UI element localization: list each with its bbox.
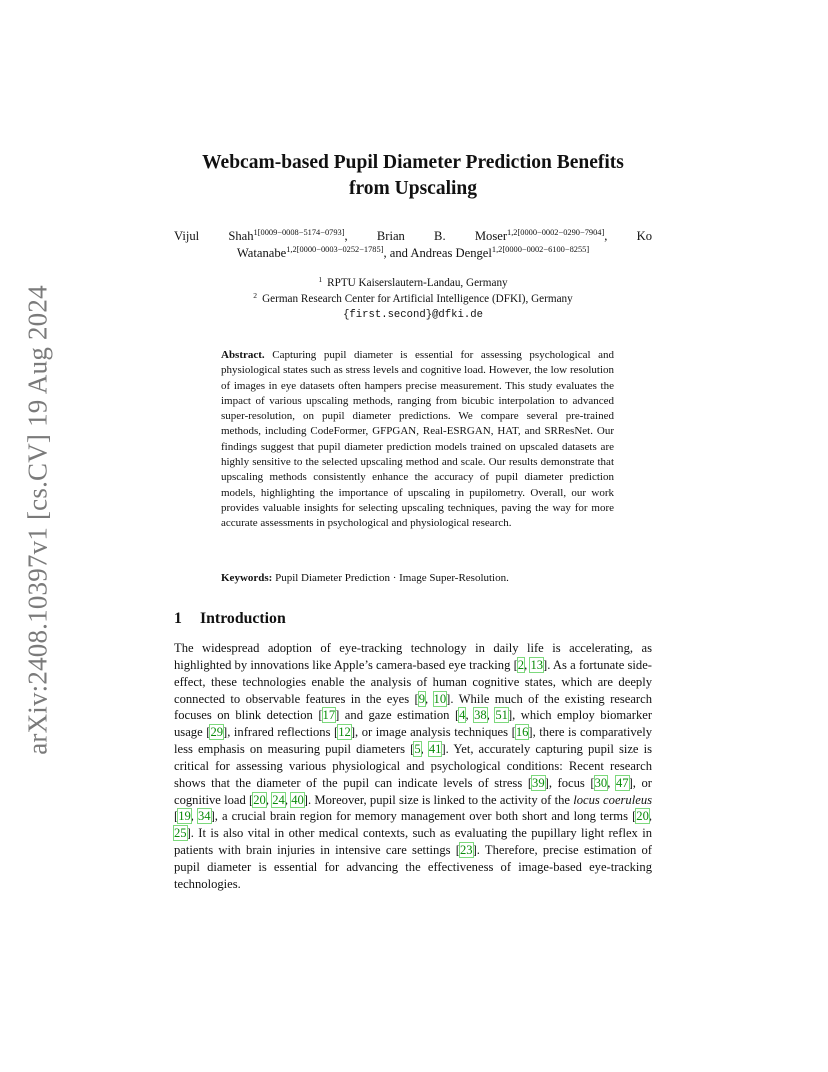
keywords (221, 571, 614, 586)
keywords-label: Keywords: (221, 572, 273, 584)
paragraph-text: . Therefore, precise estimation of pupil diameter is essential for advancing the effectiveness of image-based eye-tracking technologies. (174, 843, 653, 891)
citation-link[interactable]: 17 (322, 708, 336, 723)
citation-link[interactable]: 25 (174, 826, 187, 841)
citation-link[interactable]: 19 (178, 809, 191, 824)
paragraph-text: The widespread adoption of eye-tracking technology in daily life is accelerating, as highlighted by innovations like Apple’s camera-based eye tracking (174, 641, 652, 672)
author-affiliation-orcid: 1[0009−0008−5174−0793] (253, 228, 345, 237)
citation-link[interactable]: 41 (428, 742, 442, 757)
paragraph-text: , infrared reflections (227, 725, 335, 740)
paragraph-text: . While much of the existing research focuses on blink detection (174, 691, 653, 723)
citation-link[interactable]: 4 (459, 708, 466, 723)
section-number: 1 (174, 610, 182, 627)
author-affiliation-orcid: 1,2[0000−0002−6100−8255] (491, 245, 590, 254)
arxiv-identifier: arXiv:2408.10397v1 [cs.CV] 19 Aug 2024 (22, 285, 53, 755)
affiliation-1 (174, 275, 652, 291)
paragraph-text: , a crucial brain region for memory management over both short and long terms (214, 809, 633, 824)
citation-link[interactable]: 2 (517, 657, 525, 672)
citation-link[interactable]: 20 (253, 792, 266, 807)
paragraph-text: . As a fortunate side-effect, these technologies enable the analysis of human cognitive states, which are deeply connected to observable features in the eyes (174, 657, 652, 706)
citation-link[interactable]: 5 (414, 742, 421, 757)
author-line-1: Vijul Shah$^{1[0009-0008-5174-0793]}$, Brian B. Moser$^{1,2[0000-0002-0290-7904]}$, Ko (174, 228, 653, 243)
author-affiliation-orcid: 1,2[0000−0002−0290−7904] (507, 228, 605, 237)
citation-link[interactable]: 29 (210, 725, 224, 740)
citation-link[interactable]: 13 (530, 657, 544, 672)
affiliation-marker: 2 (253, 291, 258, 300)
paragraph-text: , which employ biomarker usage (174, 708, 653, 740)
contact-email: {first.second}@dfki.de (343, 309, 483, 321)
paper-title-line-2: from Upscaling (348, 178, 478, 199)
citation-link[interactable]: 47 (615, 775, 629, 790)
citation-link[interactable]: 23 (459, 843, 473, 858)
citation-link[interactable]: 9 (418, 691, 425, 706)
author-affiliation-orcid: 1,2[0000−0003−0252−1785] (286, 245, 384, 254)
citation-link[interactable]: 16 (515, 725, 529, 740)
author-line-2: Watanabe$^{1,2[0000-0003-0252-1785]}$, and Andreas Dengel$^{1,2[0000-0002-6100-8255]}$ (236, 245, 590, 260)
affiliation-marker: 1 (318, 275, 323, 284)
paragraph-text: , or cognitive load (174, 775, 652, 807)
paragraph-text: , or image analysis techniques (355, 725, 512, 740)
section-heading (174, 609, 652, 629)
abstract-label: Abstract. (221, 349, 265, 361)
author-conjunction: and (389, 246, 408, 260)
paper-title-line-1: Webcam-based Pupil Diameter Prediction Benefits (202, 152, 624, 173)
citation-link[interactable]: 39 (532, 775, 545, 790)
paragraph-text: and gaze estimation (339, 708, 455, 723)
paragraph-text: . Yet, accurately capturing pupil size is critical for assessing various physiological and psychological conditions: Recent research shows that the diameter of the pupil can indicate levels of stress (174, 742, 652, 790)
author-name-part: Ko (636, 229, 653, 243)
arxiv-identifier-stamp (18, 285, 58, 755)
paragraph-text: . Moreover, pupil size is linked to the activity of the (308, 792, 574, 807)
paper-title (174, 150, 652, 202)
affiliations (174, 275, 652, 323)
affiliation-2 (174, 291, 652, 307)
affiliation-text: RPTU Kaiserslautern-Landau, Germany (327, 277, 508, 289)
paragraph-text: , focus (548, 775, 591, 790)
abstract (221, 348, 614, 532)
citation-link[interactable]: 24 (272, 792, 285, 807)
author-list (174, 228, 652, 262)
section-title: Introduction (200, 610, 286, 627)
introduction-paragraph: The widespread adoption of eye-tracking technology in daily life is accelerating, as highlighted by innovations like Apple’s camera-based eye tracking [2, 13]. As a fortunate side-effect, these technologies enable the analysis of human cognitive states, which are deeply connected to observable features in the eyes [9, 10]. While much of the existing research focuses on blink detection [17] and gaze estimation [4, 38, 51], which employ biomarker usage [29], infrared reflections [12], or image analysis techniques [16], there is comparatively less emphasis on measuring pupil diameters [5, 41]. Yet, accurately capturing pupil size is critical for assessing various physiological and psychological conditions: Recent research shows that the diameter of the pupil can indicate levels of stress [39], focus [30, 47], or cognitive load [20, 24, 40]. Moreover, pupil size is linked to the activity of the locus coeruleus [19, 34], a crucial brain region for memory management over both short and long terms [20, 25]. It is also vital in other medical contexts, such as evaluating the pupillary light reflex in patients with brain injuries in intensive care settings [23]. Therefore, precise estimation of pupil diameter is essential for advancing the effectiveness of image-based eye-tracking technologies. (174, 641, 653, 891)
citation-link[interactable]: 38 (474, 708, 487, 723)
citation-link[interactable]: 20 (636, 809, 649, 824)
citation-link[interactable]: 51 (495, 708, 508, 723)
paragraph-text: . It is also vital in other medical contexts, such as evaluating the pupillary light reflex in patients with brain injuries in intensive care settings (174, 826, 652, 858)
emphasized-term: locus coeruleus (573, 792, 653, 807)
author-name: Andreas Dengel (410, 246, 492, 260)
citation-link[interactable]: 30 (594, 775, 608, 790)
citation-link[interactable]: 40 (291, 792, 304, 807)
author-name-part: Watanabe (236, 246, 287, 260)
citation-link[interactable]: 34 (198, 809, 211, 824)
citation-link[interactable]: 12 (338, 725, 351, 740)
abstract-text: Capturing pupil diameter is essential for assessing psychological and physiological states such as stress levels and cognitive load. However, the low resolution of images in eye datasets often hampers precise measurement. This study evaluates the impact of various upscaling methods, ranging from bicubic interpolation to advanced super-resolution, on pupil diameter predictions. We compare several pre-trained methods, including CodeFormer, GFPGAN, Real-ESRGAN, HAT, and SRResNet. Our findings suggest that pupil diameter prediction models trained on upscaled datasets are highly sensitive to the selected upscaling method and scale. Our results demonstrate that upscaling methods consistently enhance the accuracy of pupil diameter prediction models, highlighting the importance of upscaling in pupilometry. Overall, our work provides valuable insights for selecting upscaling techniques, paving the way for more accurate assessments in psychological and physiological research. (221, 349, 614, 530)
author-name: Vijul Shah (174, 229, 254, 243)
paragraph-text: , there is comparatively less emphasis on measuring pupil diameters (174, 725, 652, 757)
citation-link[interactable]: 10 (433, 691, 447, 706)
author-name: Brian B. Moser (376, 229, 508, 243)
keywords-text: Pupil Diameter Prediction · Image Super-Resolution. (275, 572, 509, 584)
affiliation-text: German Research Center for Artificial Intelligence (DFKI), Germany (262, 293, 573, 305)
